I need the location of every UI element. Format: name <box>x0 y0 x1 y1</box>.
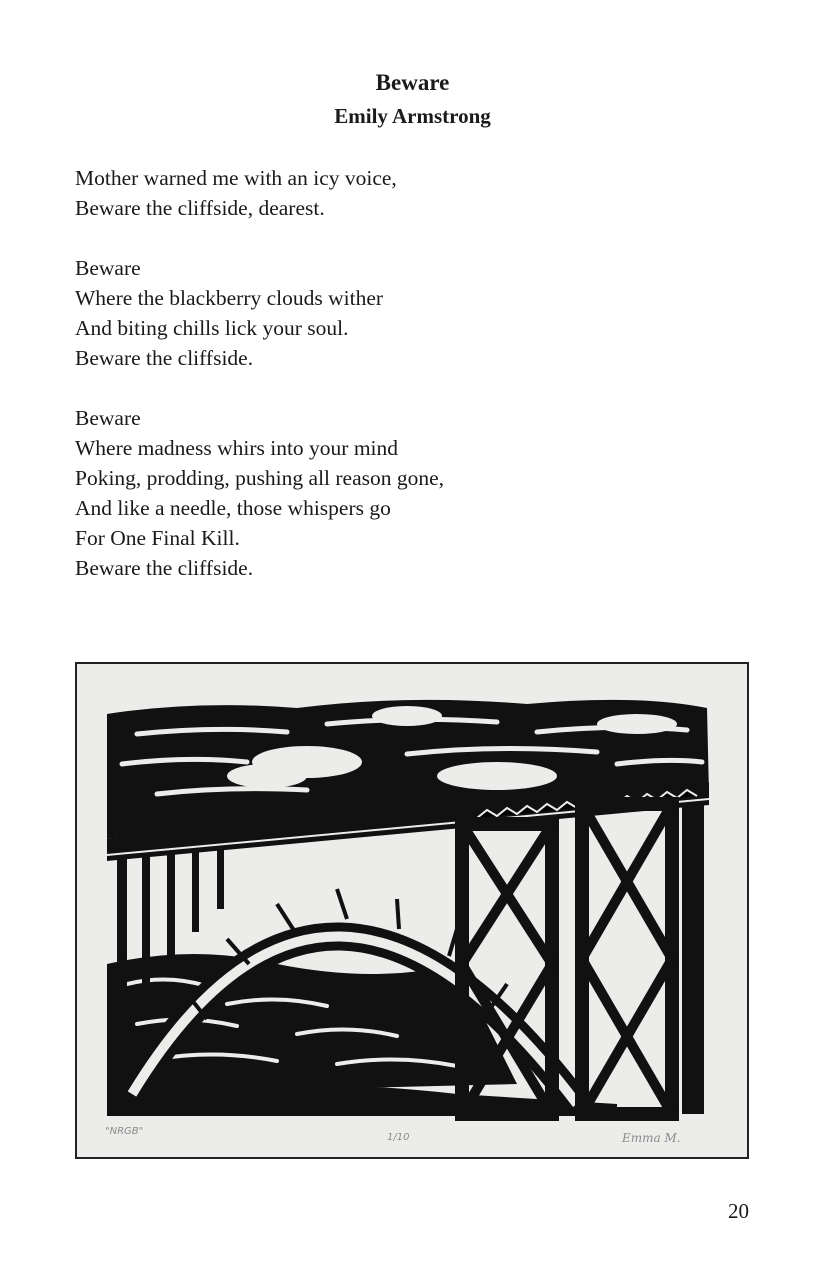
poem-line: For One Final Kill. <box>75 526 240 550</box>
poem-line: Beware <box>75 406 141 430</box>
poem-line: And biting chills lick your soul. <box>75 316 349 340</box>
poem-line: Mother warned me with an icy voice, <box>75 166 397 190</box>
stanza-3 <box>75 403 755 583</box>
bridge-print-image <box>77 664 747 1157</box>
page-number: 20 <box>728 1199 749 1223</box>
bridge-linocut-artwork <box>75 662 749 1159</box>
stanza-1 <box>75 163 755 223</box>
poem-body <box>75 163 755 613</box>
poem-line: And like a needle, those whispers go <box>75 496 391 520</box>
print-edition-inscription: 1/10 <box>387 1132 410 1143</box>
poem-line: Where madness whirs into your mind <box>75 436 399 460</box>
poem-title: Beware <box>375 70 450 95</box>
poem-author: Emily Armstrong <box>334 104 491 128</box>
print-title-inscription: "NRGB" <box>105 1126 144 1137</box>
poem-line: Beware the cliffside. <box>75 346 254 370</box>
stanza-2 <box>75 253 755 373</box>
poem-line: Beware <box>75 256 141 280</box>
poem-line: Beware the cliffside, dearest. <box>75 196 325 220</box>
print-signature: Emma M. <box>622 1131 681 1145</box>
poem-line: Where the blackberry clouds wither <box>75 286 384 310</box>
poem-line: Poking, prodding, pushing all reason gone, <box>75 466 445 490</box>
poem-line: Beware the cliffside. <box>75 556 254 580</box>
